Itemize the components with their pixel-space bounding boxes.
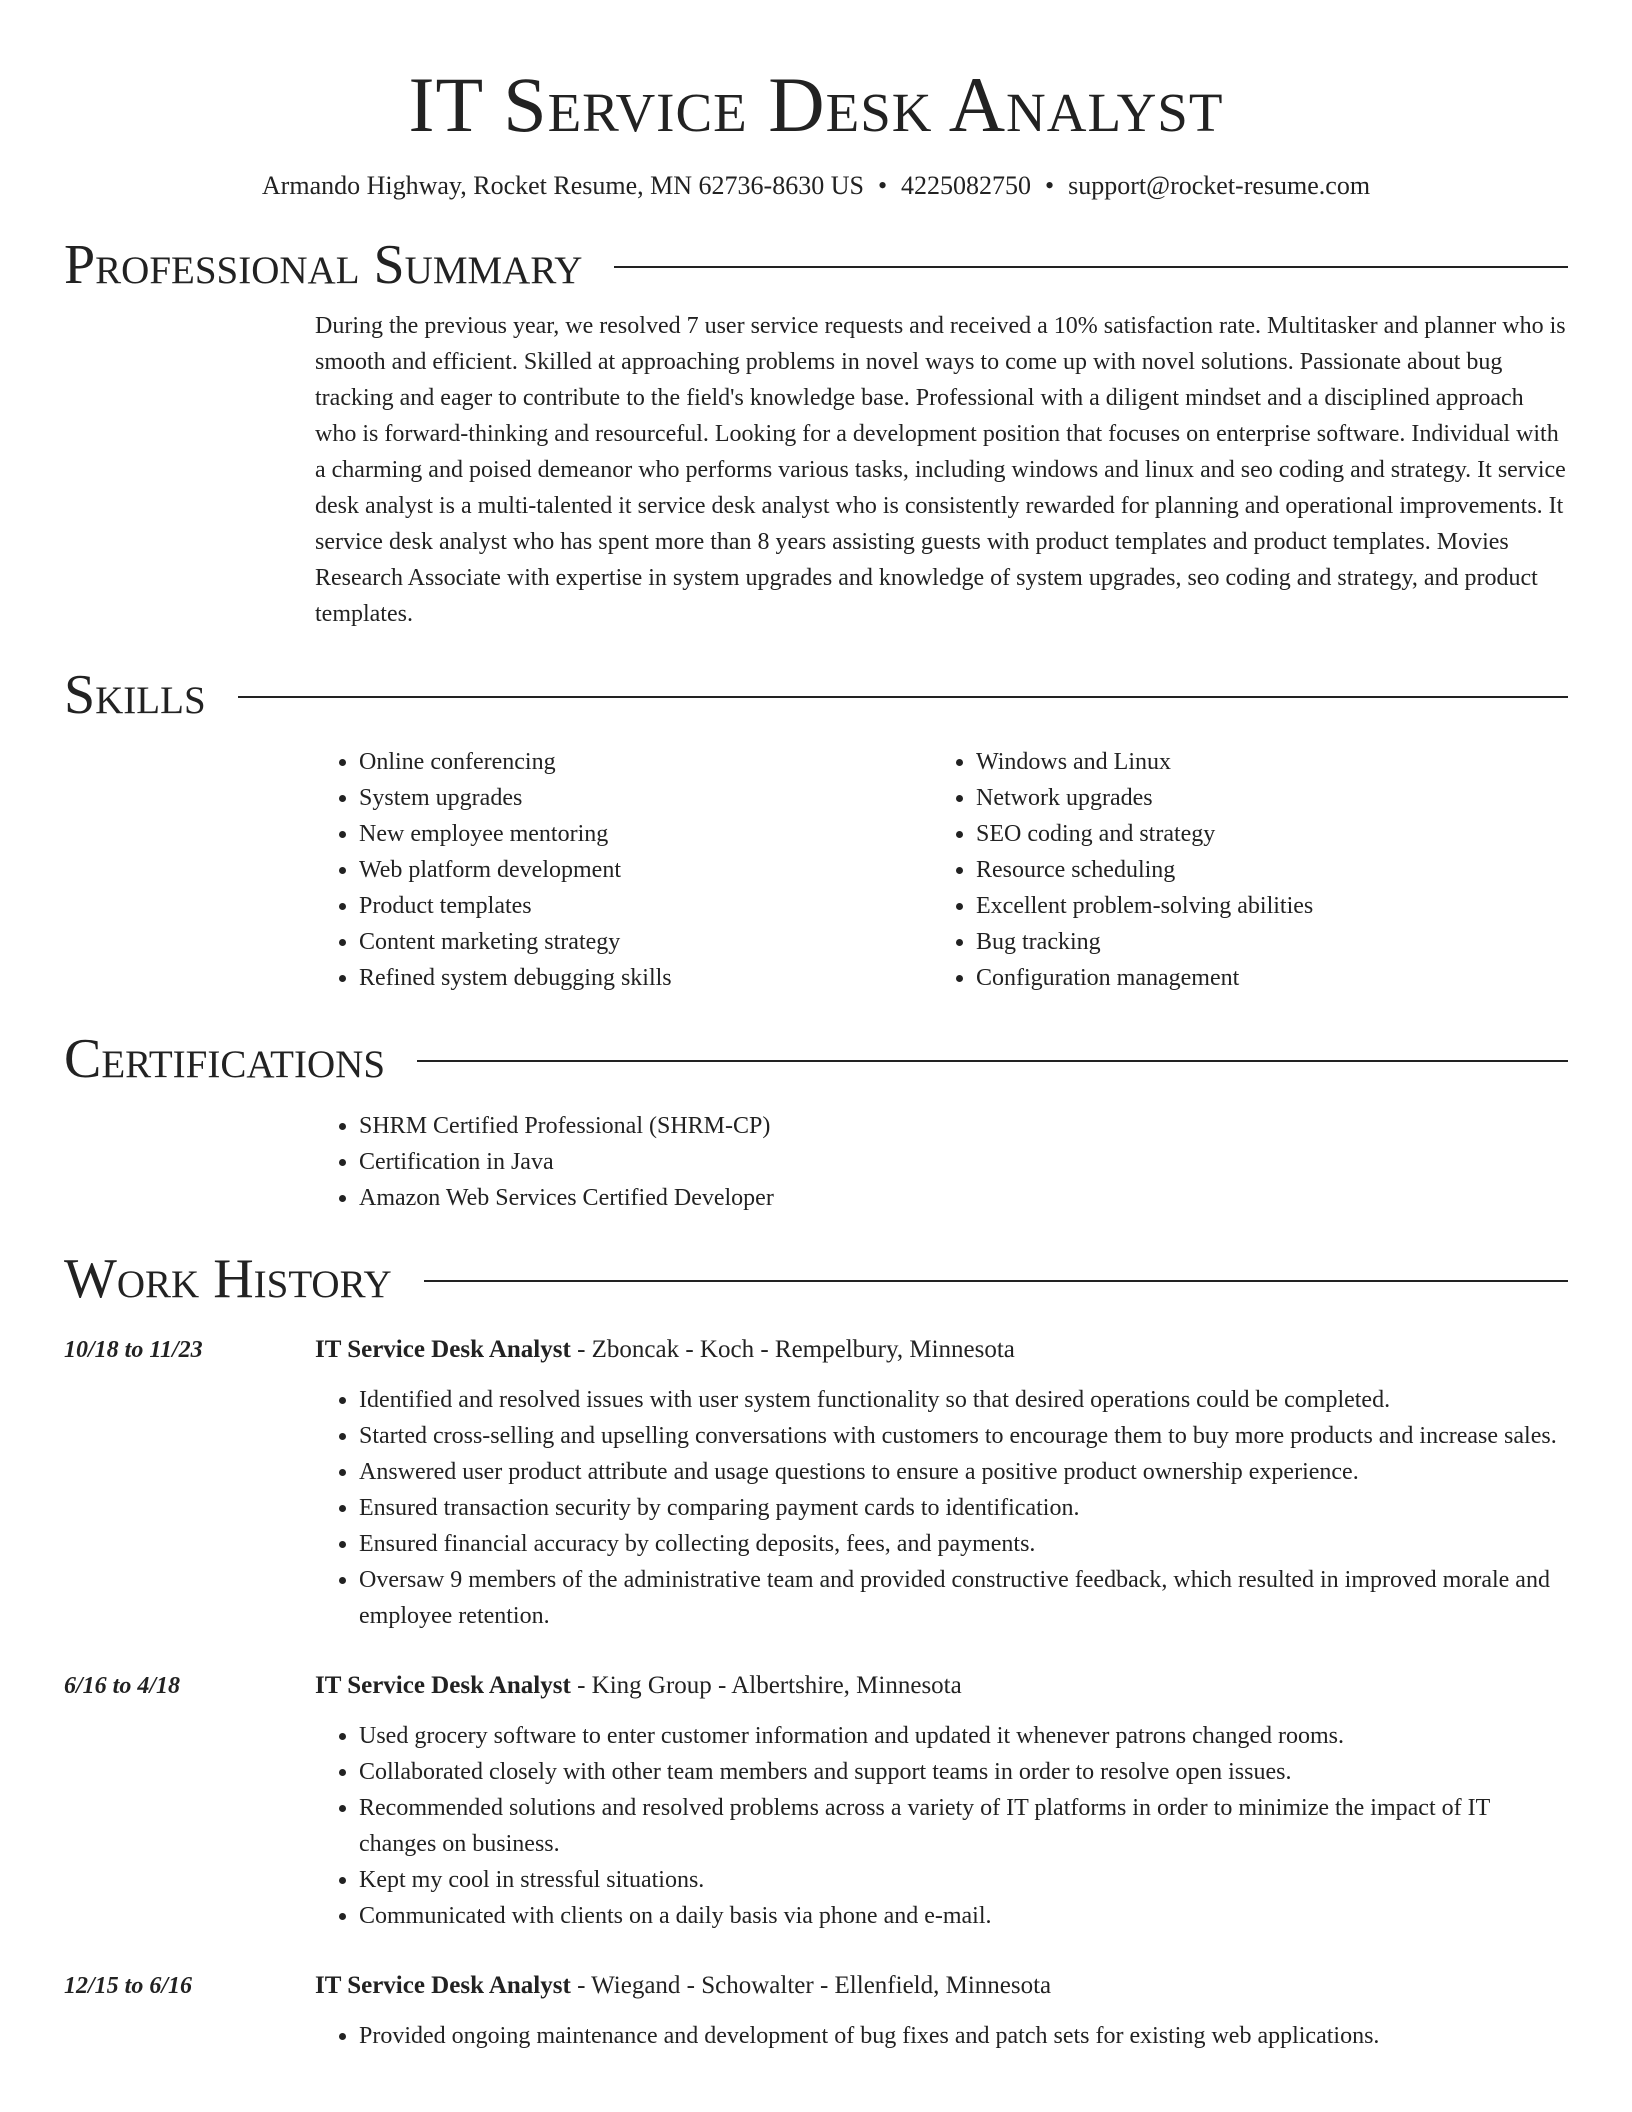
summary-heading-text: Professional Summary	[64, 234, 583, 296]
contact-line	[64, 170, 1568, 202]
skill-item: • Network upgrades	[976, 780, 1549, 816]
skill-item: • Bug tracking	[976, 924, 1549, 960]
job-bullet: • Started cross-selling and upselling conversations with customers to encourage them to buy more products and increase sales.	[359, 1418, 1568, 1454]
job-bullet: • Ensured transaction security by comparing payment cards to identification.	[359, 1490, 1568, 1526]
skills-columns	[315, 744, 1568, 996]
skills-column-left	[315, 744, 932, 996]
work-history-heading	[64, 1246, 1568, 1312]
contact-separator: •	[877, 171, 888, 200]
certifications-heading	[64, 1026, 1568, 1092]
job-bullet: • Recommended solutions and resolved problems across a variety of IT platforms in order to minimize the impact of IT changes on business.	[359, 1790, 1568, 1862]
job-bullet: • Collaborated closely with other team members and support teams in order to resolve open issues.	[359, 1754, 1568, 1790]
job-bullet: • Identified and resolved issues with user system functionality so that desired operations could be completed.	[359, 1382, 1568, 1418]
job-details: - King Group - Albertshire, Minnesota	[570, 1672, 962, 1699]
work-history-heading-text: Work History	[64, 1248, 392, 1310]
resume-name: IT Service Desk Analyst	[408, 61, 1224, 148]
job-bullet: • Oversaw 9 members of the administrative team and provided constructive feedback, which resulted in improved morale and employee retention.	[359, 1562, 1568, 1634]
contact-address: Armando Highway, Rocket Resume, MN 62736-8630 US	[261, 171, 864, 200]
job-role: IT Service Desk Analyst	[315, 1672, 571, 1699]
contact-separator: •	[1045, 171, 1055, 200]
skills-column-right	[932, 744, 1549, 996]
certifications-body	[315, 1108, 1568, 1216]
job-title-line	[315, 1968, 1568, 2004]
job-dates: 10/18 to 11/23	[64, 1337, 203, 1363]
skill-item: • Web platform development	[359, 852, 932, 888]
job-bullet: • Communicated with clients on a daily basis via phone and e-mail.	[359, 1898, 1568, 1934]
section-divider	[424, 1280, 1568, 1282]
job-bullets	[315, 1718, 1568, 1934]
job-details: - Zboncak - Koch - Rempelbury, Minnesota	[570, 1336, 1015, 1363]
job-role: IT Service Desk Analyst	[315, 1972, 571, 1999]
job-bullet: • Used grocery software to enter customer information and updated it whenever patrons changed rooms.	[359, 1718, 1568, 1754]
job-body	[315, 1668, 1568, 1934]
resume-page	[64, 0, 1568, 2054]
job-bullet: • Ensured financial accuracy by collecting deposits, fees, and payments.	[359, 1526, 1568, 1562]
skills-section	[64, 662, 1568, 996]
skill-item: • Product templates	[359, 888, 932, 924]
skill-item: • Refined system debugging skills	[359, 960, 932, 996]
skill-item: • Resource scheduling	[976, 852, 1549, 888]
skill-item: • Excellent problem-solving abilities	[976, 888, 1549, 924]
contact-phone: 4225082750	[901, 171, 1032, 200]
job-body	[315, 1968, 1568, 2054]
job-entry	[64, 1668, 1568, 1934]
certification-item: • Amazon Web Services Certified Developer	[359, 1180, 1568, 1216]
certifications-section	[64, 1026, 1568, 1216]
certifications-list	[315, 1108, 1568, 1216]
job-title-line	[315, 1332, 1568, 1368]
skills-heading-text: Skills	[64, 664, 206, 726]
job-entry	[64, 1332, 1568, 1634]
skill-item: • New employee mentoring	[359, 816, 932, 852]
section-divider	[417, 1060, 1568, 1062]
skills-heading	[64, 662, 1568, 728]
job-dates: 12/15 to 6/16	[64, 1973, 193, 1999]
skill-item: • Online conferencing	[359, 744, 932, 780]
skill-item: • Content marketing strategy	[359, 924, 932, 960]
work-history-section	[64, 1246, 1568, 2054]
certification-item: • SHRM Certified Professional (SHRM-CP)	[359, 1108, 1568, 1144]
job-bullet: • Answered user product attribute and usage questions to ensure a positive product ownership experience.	[359, 1454, 1568, 1490]
job-bullets	[315, 1382, 1568, 1634]
skill-item: • Configuration management	[976, 960, 1549, 996]
skills-list-left	[315, 744, 932, 996]
job-details: - Wiegand - Schowalter - Ellenfield, Minnesota	[570, 1972, 1052, 1999]
section-divider	[614, 266, 1568, 268]
summary-heading	[64, 232, 1568, 298]
skill-item: • SEO coding and strategy	[976, 816, 1549, 852]
job-entry	[64, 1968, 1568, 2054]
job-title-line	[315, 1668, 1568, 1704]
skill-item: • System upgrades	[359, 780, 932, 816]
skills-list-right	[932, 744, 1549, 996]
certification-item: • Certification in Java	[359, 1144, 1568, 1180]
job-bullets	[315, 2018, 1568, 2054]
job-bullet: • Kept my cool in stressful situations.	[359, 1862, 1568, 1898]
skill-item: • Windows and Linux	[976, 744, 1549, 780]
job-bullet: • Provided ongoing maintenance and development of bug fixes and patch sets for existing web applications.	[359, 2018, 1568, 2054]
section-divider	[238, 696, 1568, 698]
job-role: IT Service Desk Analyst	[315, 1336, 571, 1363]
job-body	[315, 1332, 1568, 1634]
contact-email: support@rocket-resume.com	[1068, 171, 1371, 200]
summary-section	[64, 232, 1568, 632]
job-dates: 6/16 to 4/18	[64, 1673, 181, 1699]
summary-text: During the previous year, we resolved 7 user service requests and received a 10% satisfaction rate. Multitasker and planner who is smooth and efficient. Skilled at approaching problems in novel ways to come up with novel solutions. Passionate about bug tracking and eager to contribute to the field's knowledge base. Professional with a diligent mindset and a disciplined approach who is forward-thinking and resourceful. Looking for a development position that focuses on enterprise software. Individual with a charming and poised demeanor who performs various tasks, including windows and linux and seo coding and strategy. It service desk analyst is a multi-talented it service desk analyst who is consistently rewarded for planning and operational improvements. It service desk analyst who has spent more than 8 years assisting guests with product templates and product templates. Movies Research Associate with expertise in system upgrades and knowledge of system upgrades, seo coding and strategy, and product templates.	[315, 313, 1566, 627]
certifications-heading-text: Certifications	[64, 1028, 386, 1090]
